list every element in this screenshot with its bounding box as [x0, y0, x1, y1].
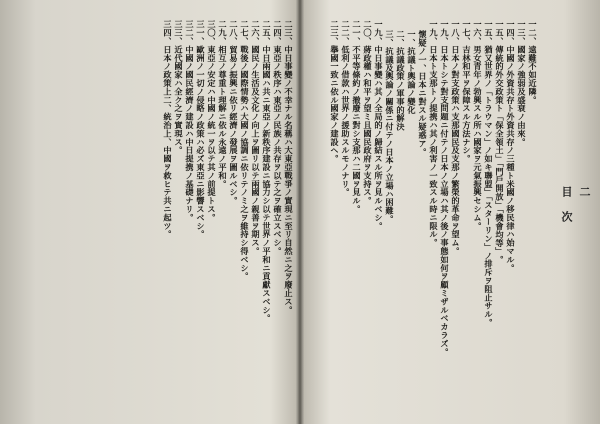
toc-entry: 三四、日本ノ政策上二、統治上、中國ヲ救ヒテ共ニ起ツ。	[163, 20, 173, 239]
left-page-entries	[8, 20, 294, 412]
toc-entry: 二二、低利ノ借款ハ世界ノ援助スルモノナリ。	[341, 20, 351, 197]
toc-entry: 三一、歐洲ノ一切ノ侵略ノ政策ハ必ズ東亞ニ影響スベシ。	[196, 20, 206, 239]
toc-entry: 一七、吉林和平ヲ保障スル方法ナシ。	[462, 20, 472, 163]
toc-entry: 二三、擧國一致ニ依ル國家ノ建設ヘ。	[330, 20, 340, 163]
toc-entry: 二、抗議政策ノ軍事的解決	[396, 30, 406, 131]
toc-entry: 三二、中國ノ國民經濟ノ建設ハ中日提携ノ基礎ナリ。	[185, 20, 195, 222]
toc-entry: 一、抗議ト輿論ノ變化	[407, 30, 417, 114]
toc-entry: 一四、中國ノ外資共存ト外資共存ノ三種ト米國ノ移民律ハ始マル。	[506, 20, 516, 272]
right-page-entries	[308, 20, 538, 412]
toc-entry: 二〇、蔣政權ハ和平ヲ望ミ且國民政府ヲ支持ス。	[363, 20, 373, 205]
toc-entry: 二九、相互ノ尊重ト理解ニ依ル永遠ノ平和。	[218, 20, 228, 188]
toc-entry: 二七、戰後ノ國際情勢ハ大國ノ協調ニ依リテノミ之ヲ維持シ得ベシ。	[240, 20, 250, 281]
toc-entry: 三三、近代國家ハ全ク之ヲ實現ス。	[174, 20, 184, 155]
toc-entry: 一三、國家ノ強弱及盛衰ノ由來。	[517, 20, 527, 146]
toc-entry: 一六、男女青年ノ勃興スル所ハ國家ヲ元氣振興セシム。	[473, 20, 483, 230]
toc-entry: 二八、貿易ノ振興ニ依リ經濟ノ發展ヲ圖ルベシ。	[229, 20, 239, 205]
toc-entry: 一九、日本トシテ對支問題ニ付テノ日本ノ立場ハ其ノ後ノ事態如何ヲ顧ミザルベカラズ。	[440, 20, 450, 356]
toc-entry: 一五、傳統的外交政策ト「保全領土」「門戶開放」「機會均等」。	[495, 20, 505, 264]
toc-entry: 二六、國民ノ生活及文化ノ向上ヲ圖リ以テ兩國ノ親善ヲ期ス。	[251, 20, 261, 256]
toc-entry: 二五、中日兩國ハ共ニ東亞ノ新秩序建設ニ協力シ以テ世界ノ平和ニ貢獻スベシ。	[262, 20, 272, 323]
page-number: 二	[578, 186, 591, 197]
toc-entry: 一二、遠難不如近隣。	[528, 20, 538, 104]
toc-entry: 三、抗議及輿論ノ關係ニ付テノ日本ノ立場ハ困難。	[385, 30, 395, 224]
toc-entry: 二一、不平等條約ノ撤廢ニ對シ支那ハ二國ヲ見ル。	[352, 20, 362, 214]
toc-entry: 一五、猶又世界ノ「トラウマン」ノ如キ聯盟」「スターリン」ノ排斥ヲ阻止サル。	[484, 20, 494, 327]
right-page	[302, 0, 600, 424]
toc-entry: 二四、東亞ノ秩序ハ東亞ノ民族ノ共存ヲ以テ之ヲ確立スベシ。	[273, 20, 283, 256]
toc-entry: 三〇、東亞ノ安定ハ中國ノ統一ヲ以テ其ノ前提トス。	[207, 20, 217, 222]
left-page	[0, 0, 298, 424]
toc-entry: 一九、日本ト支那トノ提携ハ其ノ利害ノ一致スル時ニ限ル。	[429, 20, 439, 247]
toc-entry: 二三、中日事變ノ不幸ナル名稱ハ大東亞戰爭ノ實現ニ至リ自然ニ之ヲ廢止ス。	[284, 20, 294, 314]
toc-entry: 懷疑ノ一、日本ニ對スル疑惑ア。	[418, 30, 428, 156]
page-title: 目次	[560, 186, 573, 236]
toc-entry: 一八、日本ノ對支政策ハ支那國民及支那ノ繁榮的革命ヲ望ム。	[451, 20, 461, 256]
toc-entry: 一九、中日事變ハ其ノ全局的ノ歸結スル所ヲ見ルベシ。	[374, 20, 384, 230]
